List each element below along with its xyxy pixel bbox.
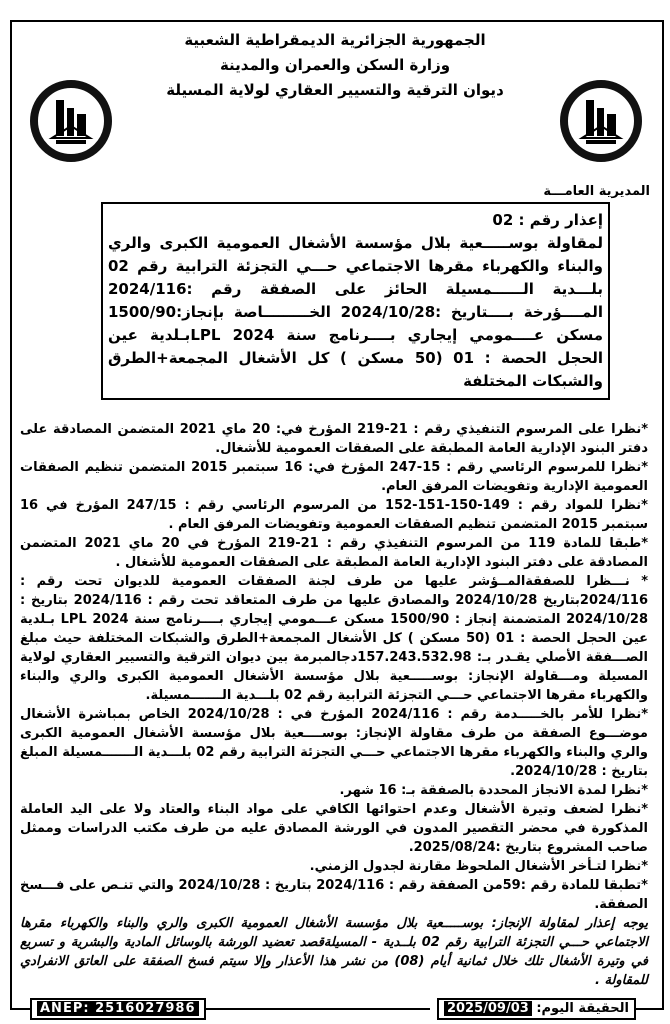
notice-body bbox=[20, 420, 648, 990]
body-paragraph: *نظرا للمواد رقم : 149-150-151-152 من المرسوم الرئاسي رقم : 247/15 المؤرخ في 16 سبتمبر 2015 المتضمن تنظيم الصفقات العمومية وتفويضات المرفق العام . bbox=[20, 498, 648, 532]
body-paragraph: *نظرا للأمر بالخـــــدمة رقم : 2024/116 المؤرخ في : 2024/10/28 الخاص بمباشرة الأشغال موضـــوع الصفقة من طرف مقاولة الإنجاز: بوســــعية بلال مؤسسة الأشغال العمومية الكبرى والري والبناء والكهرباء مقرها الاجتماعي حـــي التجزئة الترابية رقم 02 بلـــدية الـــــــمسيلة المبلغ بتاريخ : 2024/10/28. bbox=[20, 707, 649, 779]
general-directorate-label: المديرية العامـــة bbox=[543, 184, 650, 199]
body-paragraph: *نظرا للمرسوم الرئاسي رقم : 15-247 المؤرخ في: 16 سبتمبر 2015 المتضمن تنظيم الصفقات العمومية الإدارية وتفويضات المرفق العام. bbox=[20, 460, 649, 494]
frame-bottom-line bbox=[10, 1008, 30, 1010]
body-paragraph: *نظرا لمدة الانجاز المحددة بالصفقة بـ: 16 شهر. bbox=[339, 783, 648, 798]
opgi-logo-icon bbox=[560, 80, 642, 162]
body-paragraph: *نظرا لتـأخر الأشغال الملحوظ مقارنة لجدول الزمني. bbox=[309, 859, 648, 874]
anep-reference bbox=[30, 998, 206, 1020]
newspaper-label: الحقيقة اليوم: bbox=[536, 1001, 629, 1016]
body-paragraph: * نـــظرا للصفقةالمــؤشر عليها من طرف لجنة الصفقات العمومية للديوان تحت رقم : 2024/116بتاريخ 2024/10/28 والمصادق عليها من طرف المتعاقد تحت رقم : 2024/116 بتاريخ : 2024/10/28 المتضمنة إنجاز : 1500/90 مسكن عـــمومي إيجاري بــــرنامج سنة 2024 LPL بـلدية عين الحجل الحصة : 01 (50 مسكن ) كل الأشغال المجمعة+الطرق والشبكات المختلفة حيث مبلغ الصـــفقة الأصلي يقـدر بـ: 157.243.532.98دجالمبرمة بين ديوان الترقية والتسيير العقاري لولاية المسيلة ومـــقاولة الإنجاز: بوســـــعية بلال مؤسسة الأشغال العمومية الكبرى والري والبناء والكهرباء مقرها الاجتماعي حـــي التجزئة الترابية رقم 02 بلـــدية الـــــــمسيلة. bbox=[20, 574, 649, 703]
notice-subject: لمقاولة بوســـــعية بلال مؤسسة الأشغال العمومية الكبرى والري والبناء والكهرباء مقرها الاجتماعي حـــي التجزئة الترابية رقم 02 بلـــدية الــــــمسيلة الحائز على الصفقة رقم :2024/116 المــــؤرخة بــــتاريخ :2024/10/28 الخـــــــــاصة بإنجاز:1500/90 مسكن عــــمومي إيجاري بــــرنامج سنة 2024 LPLبـلدية عين الحجل الحصة : 01 (50 مسكن ) كل الأشغال المجمعة+الطرق والشبكات المختلفة bbox=[108, 234, 604, 390]
body-paragraph: *طبقا للمادة 119 من المرسوم التنفيذي رقم : 21-219 المؤرخ في 20 ماي 2021 المتضمن المصادقة على دفتر البنود الإدارية العامة المطبقة على الصفقات العمومية للأشغال . bbox=[20, 536, 648, 570]
header-office: ديوان الترقية والتسيير العقاري لولاية المسيلة bbox=[166, 81, 504, 99]
publication-date-value: 2025/09/03 bbox=[444, 1001, 532, 1016]
closing-paragraph: يوجه إعذار لمقاولة الإنجاز: بوســـــعية بلال مؤسسة الأشغال العمومية الكبرى والري والبناء والكهرباء مقرها الاجتماعي حـــي التجزئة الترابية رقم 02 بلــدية - المسيلةقصد تعضيد الورشة بالوسائل المادية والبشرية و تسريع في وتيرة الأشغال تلك خلال ثمانية أيام (08) من نشر هذا الأعذار وإلا سيتم فسخ الصفقة على العاتق الانفرادي للمقاولة . bbox=[20, 916, 648, 988]
body-paragraph: *نظرا على المرسوم التنفيذي رقم : 21-219 المؤرخ في: 20 ماي 2021 المتضمن المصادقة على دفتر البنود الإدارية العامة المطبقة على الصفقات العمومية للأشغال. bbox=[20, 422, 649, 456]
anep-reference-number: ANEP: 2516027986 bbox=[37, 1001, 199, 1016]
opgi-logo-icon bbox=[30, 80, 112, 162]
header-republic: الجمهورية الجزائرية الديمقراطية الشعبية bbox=[184, 31, 486, 49]
header-ministry: وزارة السكن والعمران والمدينة bbox=[219, 56, 451, 74]
publication-date bbox=[437, 998, 636, 1020]
body-paragraph: *نظرا لضعف وتيرة الأشغال وعدم احتوائها الكافي على مواد البناء والعتاد ولا على اليد العاملة المذكورة في محضر التقصير المدون في الورشة المصادق عليه من طرف مكتب الدراسات وممثل صاحب المشروع بتاريخ :2025/08/24. bbox=[20, 802, 648, 855]
document-header bbox=[150, 28, 520, 103]
notice-number: إعذار رقم : 02 bbox=[492, 211, 603, 229]
notice-title-box bbox=[101, 202, 610, 400]
body-paragraph: *تطبقا للمادة رقم :59من الصفقة رقم : 2024/116 بتاريخ : 2024/10/28 والتي تنـص على فـــسخ الصفقة. bbox=[20, 878, 648, 912]
frame-bottom-line bbox=[200, 1008, 430, 1010]
frame-bottom-line bbox=[636, 1008, 662, 1010]
